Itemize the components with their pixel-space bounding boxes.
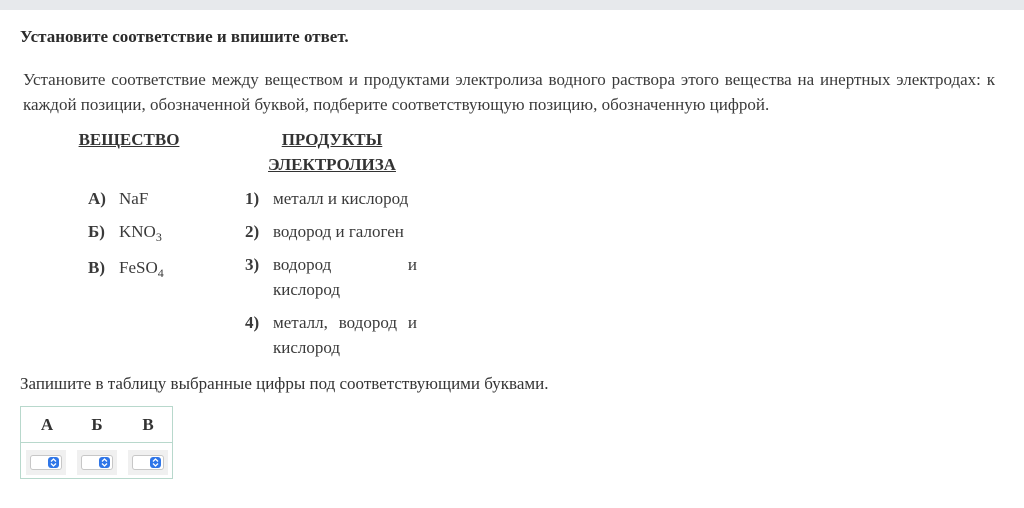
product-marker: 4) — [245, 313, 260, 332]
answer-table — [20, 406, 173, 479]
product-text-line2: кислород — [273, 338, 341, 357]
task-title: Установите соответствие и впишите ответ. — [20, 27, 349, 46]
up-down-chevron-icon — [99, 457, 110, 468]
substance-column-header: ВЕЩЕСТВО — [78, 130, 180, 149]
product-text-line2: кислород — [273, 280, 341, 299]
product-item-2 — [245, 219, 420, 244]
top-bar — [0, 0, 1024, 10]
product-marker: 1) — [245, 189, 260, 208]
product-text-line1: металл, водород и — [273, 313, 417, 332]
substance-formula: $KNO_3$ — [119, 222, 162, 244]
substance-item-b — [88, 219, 208, 244]
answer-select-c[interactable] — [132, 455, 164, 470]
substance-item-a — [88, 186, 208, 211]
substance-marker: В) — [88, 258, 105, 277]
products-column-header-line2: ЭЛЕКТРОЛИЗА — [268, 155, 396, 174]
product-text: металл и кислород — [273, 189, 409, 208]
substance-item-c — [88, 255, 208, 280]
answer-header-a: А — [40, 415, 54, 434]
product-marker: 3) — [245, 255, 260, 274]
product-item-1 — [245, 186, 420, 211]
answer-select-a[interactable] — [30, 455, 62, 470]
products-column-header-line1: ПРОДУКТЫ — [281, 130, 383, 149]
answer-table-header — [21, 407, 172, 443]
substance-formula: NaF — [119, 189, 149, 208]
product-item-3 — [245, 252, 420, 302]
product-text: водород и галоген — [273, 222, 404, 241]
substance-marker: А) — [88, 189, 106, 208]
product-marker: 2) — [245, 222, 260, 241]
substance-formula: FeSO$_4$ — [119, 258, 164, 280]
up-down-chevron-icon — [48, 457, 59, 468]
substance-marker: Б) — [88, 222, 105, 241]
answer-header-c: В — [142, 415, 154, 434]
answer-header-b: Б — [91, 415, 103, 434]
task-text: Установите соответствие между веществом и продуктами электролиза водного раствора этого вещества на инертных электродах: к каждой позиции, обозначенной буквой, подберите соответствующую позицию, обозначенную цифрой. — [23, 70, 995, 114]
instruction-text: Запишите в таблицу выбранные цифры под соответствующими буквами. — [20, 374, 549, 393]
up-down-chevron-icon — [150, 457, 161, 468]
product-text-line1: водород и — [273, 255, 417, 274]
product-item-4 — [245, 310, 420, 360]
answer-select-b[interactable] — [81, 455, 113, 470]
